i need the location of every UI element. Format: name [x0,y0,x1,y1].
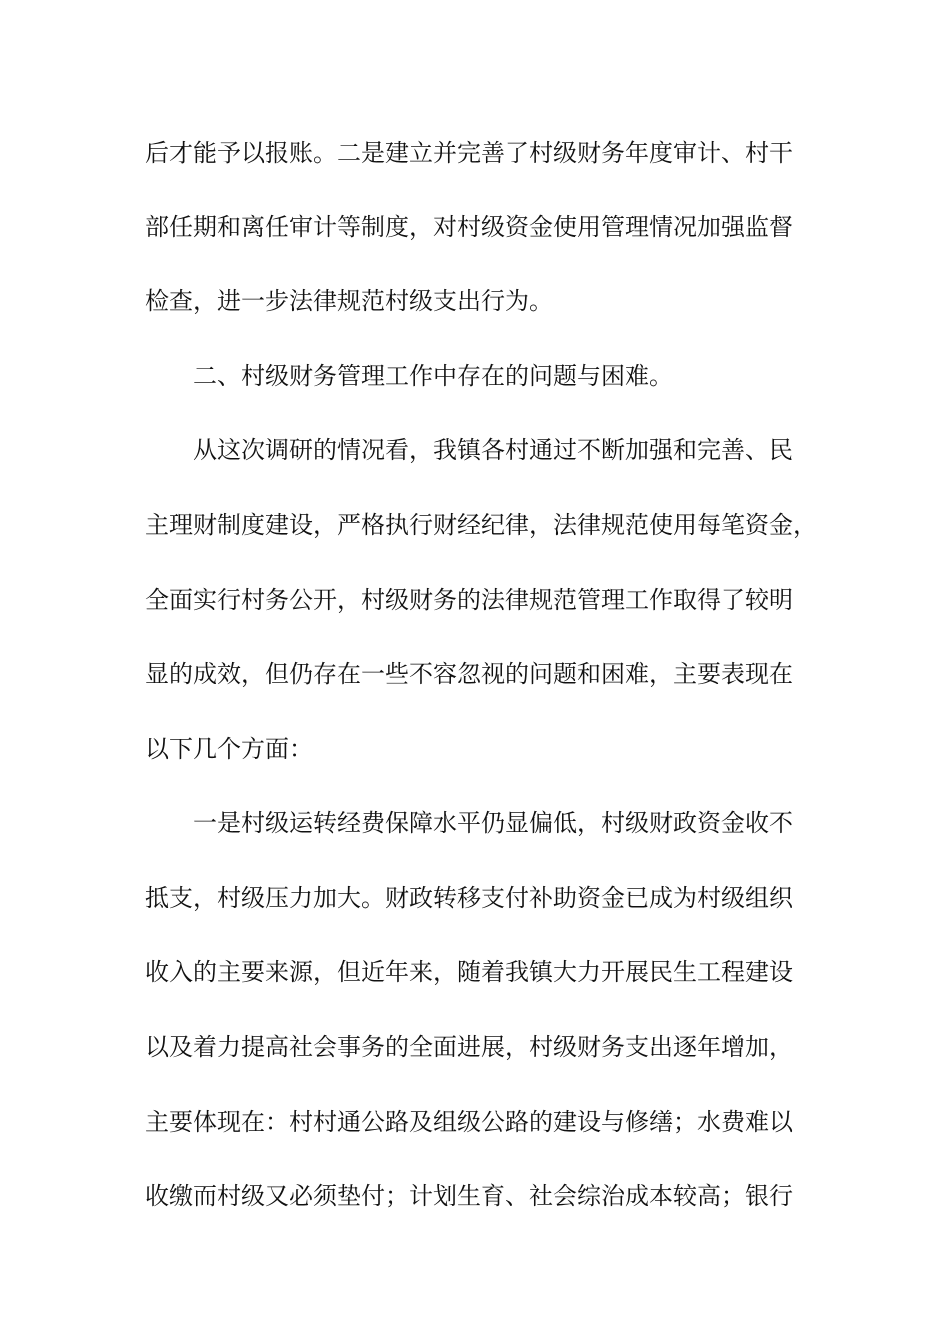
text-line-13: 以及着力提高社会事务的全面进展，村级财务支出逐年增加， [145,1033,793,1061]
text-line-5: 从这次调研的情况看，我镇各村通过不断加强和完善、民 [193,436,793,464]
text-line-11: 抵支，村级压力加大。财政转移支付补助资金已成为村级组织 [145,884,793,912]
text-line-7: 全面实行村务公开，村级财务的法律规范管理工作取得了较明 [145,586,793,614]
text-line-2: 部任期和离任审计等制度，对村级资金使用管理情况加强监督 [145,213,793,241]
text-line-15: 收缴而村级又必须垫付；计划生育、社会综治成本较高；银行 [145,1182,793,1210]
text-line-12: 收入的主要来源，但近年来，随着我镇大力开展民生工程建设 [145,958,793,986]
text-line-14: 主要体现在：村村通公路及组级公路的建设与修缮；水费难以 [145,1108,793,1136]
text-line-1: 后才能予以报账。二是建立并完善了村级财务年度审计、村干 [145,139,793,167]
text-line-9: 以下几个方面： [145,735,313,763]
section-heading: 二、村级财务管理工作中存在的问题与困难。 [193,362,673,390]
text-line-8: 显的成效，但仍存在一些不容忽视的问题和困难，主要表现在 [145,660,793,688]
text-line-6: 主理财制度建设，严格执行财经纪律，法律规范使用每笔资金， [145,511,817,539]
text-line-3: 检查，进一步法律规范村级支出行为。 [145,287,553,315]
text-line-10: 一是村级运转经费保障水平仍显偏低，村级财政资金收不 [193,809,793,837]
